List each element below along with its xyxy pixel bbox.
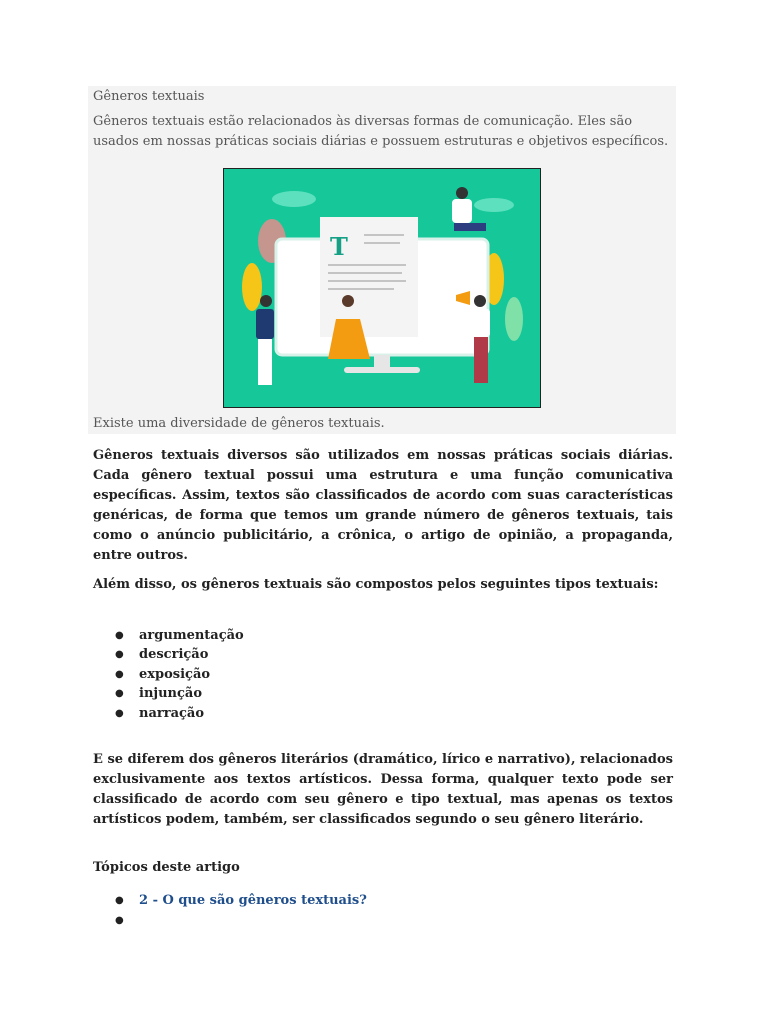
illustration-letter: T [330, 232, 348, 261]
list-item: ● descrição [115, 645, 244, 664]
topic-link[interactable]: 2 - O que são gêneros textuais? [139, 893, 367, 908]
article-intro: Gêneros textuais estão relacionados às diversas formas de comunicação. Eles são usados em nossas práticas sociais diárias e possuem estruturas e objetivos específicos. [93, 114, 669, 149]
list-item: ● exposição [115, 665, 244, 684]
topics-list [115, 891, 367, 931]
list-item: ● argumentação [115, 626, 244, 645]
paragraph-intro: Gêneros textuais diversos são utilizados em nossas práticas sociais diárias. Cada gênero textual possui uma estrutura e uma função comunicativa específicas. Assim, textos são classificados de acordo com suas características genéricas, de forma que temos um grande número de gêneros textuais, tais como o anúncio publicitário, a crônica, o artigo de opinião, a propaganda, entre outros. [93, 448, 673, 563]
text-types-list [115, 626, 244, 723]
topics-heading: Tópicos deste artigo [93, 860, 240, 875]
article-title: Gêneros textuais [93, 89, 205, 104]
topic-item [115, 891, 367, 911]
figure-caption: Existe uma diversidade de gêneros textuais. [93, 416, 385, 431]
topic-item [115, 911, 367, 931]
list-item: ● narração [115, 704, 244, 723]
illustration-figure [223, 168, 541, 408]
paragraph-types-intro: Além disso, os gêneros textuais são compostos pelos seguintes tipos textuais: [93, 577, 659, 592]
list-item: ● injunção [115, 684, 244, 703]
paragraph-literary-genres: E se diferem dos gêneros literários (dramático, lírico e narrativo), relacionados exclusivamente aos textos artísticos. Dessa forma, qualquer texto pode ser classificado de acordo com seu gênero e tipo textual, mas apenas os textos artísticos podem, também, ser classificados segundo o seu gênero literário. [93, 752, 673, 827]
illustration-image [224, 169, 540, 407]
